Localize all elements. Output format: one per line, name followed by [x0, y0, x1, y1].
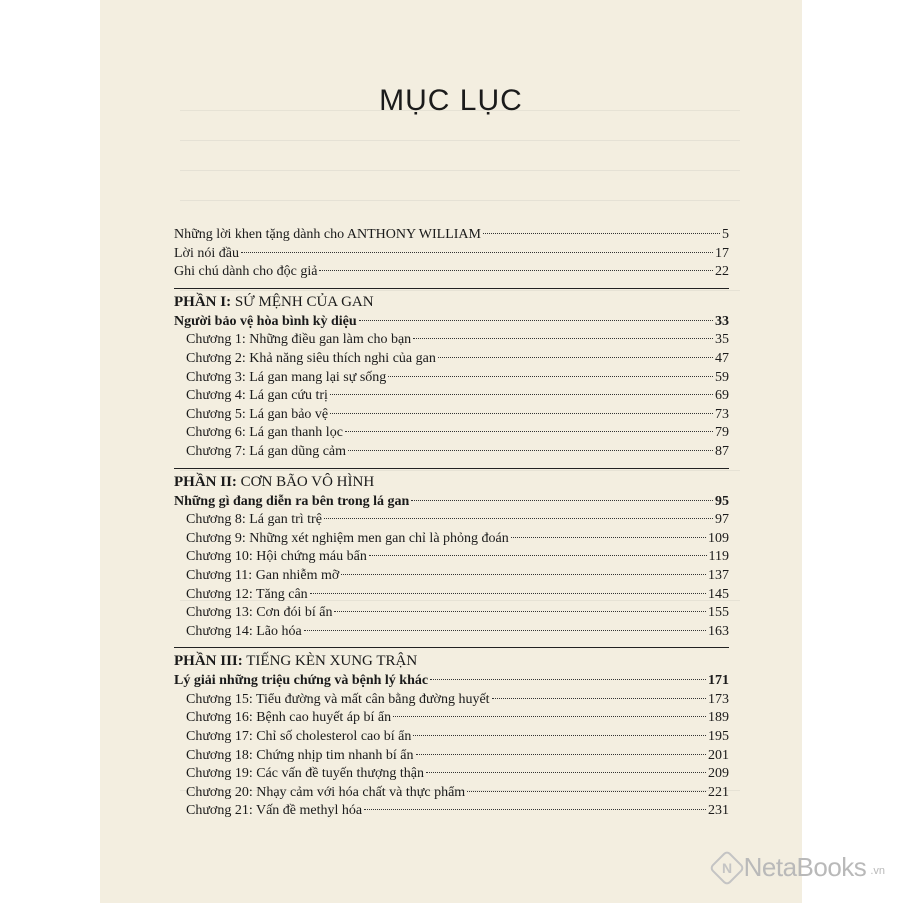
entry-title: Chương 8: Lá gan trì trệ: [186, 512, 322, 528]
watermark-tld: .vn: [870, 865, 885, 877]
chapter-entry: [174, 728, 729, 747]
part-heading: [174, 288, 729, 313]
page-number: 173: [708, 691, 729, 707]
chapter-entry: [174, 802, 729, 821]
entry-title: Chương 2: Khả năng siêu thích nghi của gan: [186, 350, 436, 366]
page-number: 22: [715, 264, 729, 280]
dot-leader: [364, 809, 706, 810]
page-number: 195: [708, 729, 729, 745]
chapter-entry: [174, 548, 729, 567]
dot-leader: [411, 500, 713, 501]
chapter-entry: [174, 350, 729, 369]
dot-leader: [388, 376, 713, 377]
page-number: 73: [715, 406, 729, 422]
page-number: 163: [708, 623, 729, 639]
chapter-entry: [174, 747, 729, 766]
chapter-entry: [174, 709, 729, 728]
entry-title: Chương 1: Những điều gan làm cho bạn: [186, 332, 412, 348]
chapter-entry: [174, 387, 729, 406]
entry-title: Chương 15: Tiểu đường và mất cân bằng đường huyết: [186, 691, 490, 707]
page-number: 5: [722, 227, 729, 242]
dot-leader: [334, 611, 706, 612]
toc-entry: [174, 245, 729, 264]
chapter-entry: [174, 623, 729, 642]
entry-title: Chương 4: Lá gan cứu trị: [186, 388, 328, 404]
page-number: 189: [708, 710, 729, 726]
chapter-entry: [174, 331, 729, 350]
chapter-entry: [174, 530, 729, 549]
dot-leader: [341, 574, 706, 575]
chapter-entry: [174, 511, 729, 530]
chapter-entry: [174, 691, 729, 710]
entry-title: Chương 13: Cơn đói bí ẩn: [186, 605, 333, 621]
dot-leader: [304, 630, 706, 631]
dot-leader: [393, 716, 706, 717]
entry-title: Chương 6: Lá gan thanh lọc: [186, 425, 343, 441]
dot-leader: [348, 450, 713, 451]
dot-leader: [511, 537, 706, 538]
dot-leader: [241, 252, 713, 253]
watermark-logo: [714, 852, 885, 883]
page-number: 47: [715, 350, 729, 366]
entry-title: Chương 10: Hội chứng máu bẩn: [186, 549, 367, 565]
toc-entry: [174, 263, 729, 282]
page-number: 155: [708, 605, 729, 621]
section-entry: [174, 313, 729, 332]
entry-title: Chương 14: Lão hóa: [186, 623, 302, 639]
chapter-entry: [174, 567, 729, 586]
entry-title: Người bảo vệ hòa bình kỳ diệu: [174, 313, 357, 329]
page-number: 33: [715, 313, 729, 329]
chapter-entry: [174, 765, 729, 784]
dot-leader: [324, 518, 713, 519]
book-page: [100, 0, 802, 903]
page-number: 97: [715, 512, 729, 528]
section-entry: [174, 493, 729, 512]
entry-title: Ghi chú dành cho độc giả: [174, 264, 318, 280]
part-name: SỨ MỆNH CỦA GAN: [234, 293, 374, 310]
dot-leader: [413, 338, 713, 339]
dot-leader: [345, 431, 713, 432]
entry-title: Chương 19: Các vấn đề tuyến thượng thận: [186, 766, 424, 782]
dot-leader: [330, 394, 713, 395]
dot-leader: [310, 593, 706, 594]
page-number: 109: [708, 530, 729, 546]
page-number: 137: [708, 567, 729, 583]
chapter-entry: [174, 784, 729, 803]
part-name: TIẾNG KÈN XUNG TRẬN: [246, 653, 418, 670]
entry-title: Lời nói đầu: [174, 245, 239, 261]
chapter-entry: [174, 424, 729, 443]
entry-title: Chương 18: Chứng nhịp tim nhanh bí ẩn: [186, 747, 414, 763]
dot-leader: [330, 413, 713, 414]
dot-leader: [492, 698, 706, 699]
dot-leader: [413, 735, 706, 736]
page-number: 35: [715, 332, 729, 348]
toc-title: MỤC LỤC: [379, 84, 523, 117]
page-number: 69: [715, 388, 729, 404]
chapter-entry: [174, 586, 729, 605]
page-number: 79: [715, 425, 729, 441]
entry-title: Chương 5: Lá gan bảo vệ: [186, 406, 329, 422]
entry-title: Những lời khen tặng dành cho ANTHONY WILLIAM: [174, 227, 481, 242]
part-label: PHẦN II:: [174, 473, 237, 490]
chapter-entry: [174, 604, 729, 623]
chapter-entry: [174, 406, 729, 425]
page-number: 209: [708, 766, 729, 782]
entry-title: Chương 21: Vấn đề methyl hóa: [186, 803, 363, 819]
chapter-entry: [174, 369, 729, 388]
dot-leader: [369, 555, 707, 556]
page-number: 17: [715, 245, 729, 261]
section-entry: [174, 672, 729, 691]
page-number: 145: [708, 586, 729, 602]
part-label: PHẦN III:: [174, 653, 243, 670]
page-number: 87: [715, 443, 729, 459]
part-heading: [174, 468, 729, 493]
page-number: 231: [708, 803, 729, 819]
netabooks-logo-icon: N: [708, 849, 745, 886]
page-number: 201: [708, 747, 729, 763]
part-heading: [174, 647, 729, 672]
dot-leader: [426, 772, 706, 773]
part-label: PHẦN I:: [174, 293, 232, 310]
chapter-entry: [174, 443, 729, 462]
part-name: CƠN BÃO VÔ HÌNH: [240, 473, 375, 490]
dot-leader: [430, 679, 706, 680]
dot-leader: [359, 320, 713, 321]
page-number: 95: [715, 493, 729, 509]
dot-leader: [483, 233, 720, 234]
entry-title: Chương 20: Nhạy cảm với hóa chất và thực phẩm: [186, 784, 466, 800]
page-number: 119: [708, 549, 729, 565]
entry-title: Những gì đang diễn ra bên trong lá gan: [174, 493, 410, 509]
page-number: 221: [708, 784, 729, 800]
entry-title: Chương 16: Bệnh cao huyết áp bí ẩn: [186, 710, 392, 726]
table-of-contents: [174, 226, 729, 821]
dot-leader: [467, 791, 706, 792]
dot-leader: [416, 754, 706, 755]
page-number: 171: [708, 673, 729, 689]
entry-title: Chương 12: Tăng cân: [186, 586, 308, 602]
toc-entry: [174, 226, 729, 245]
dot-leader: [438, 357, 713, 358]
entry-title: Chương 9: Những xét nghiệm men gan chỉ là phỏng đoán: [186, 530, 509, 546]
watermark-brand: NetaBooks: [743, 852, 867, 882]
entry-title: Lý giải những triệu chứng và bệnh lý khác: [174, 673, 429, 689]
entry-title: Chương 7: Lá gan dũng cảm: [186, 443, 347, 459]
entry-title: Chương 11: Gan nhiễm mỡ: [186, 567, 340, 583]
entry-title: Chương 17: Chỉ số cholesterol cao bí ẩn: [186, 729, 412, 745]
page-number: 59: [715, 369, 729, 385]
entry-title: Chương 3: Lá gan mang lại sự sống: [186, 369, 387, 385]
dot-leader: [319, 270, 713, 271]
